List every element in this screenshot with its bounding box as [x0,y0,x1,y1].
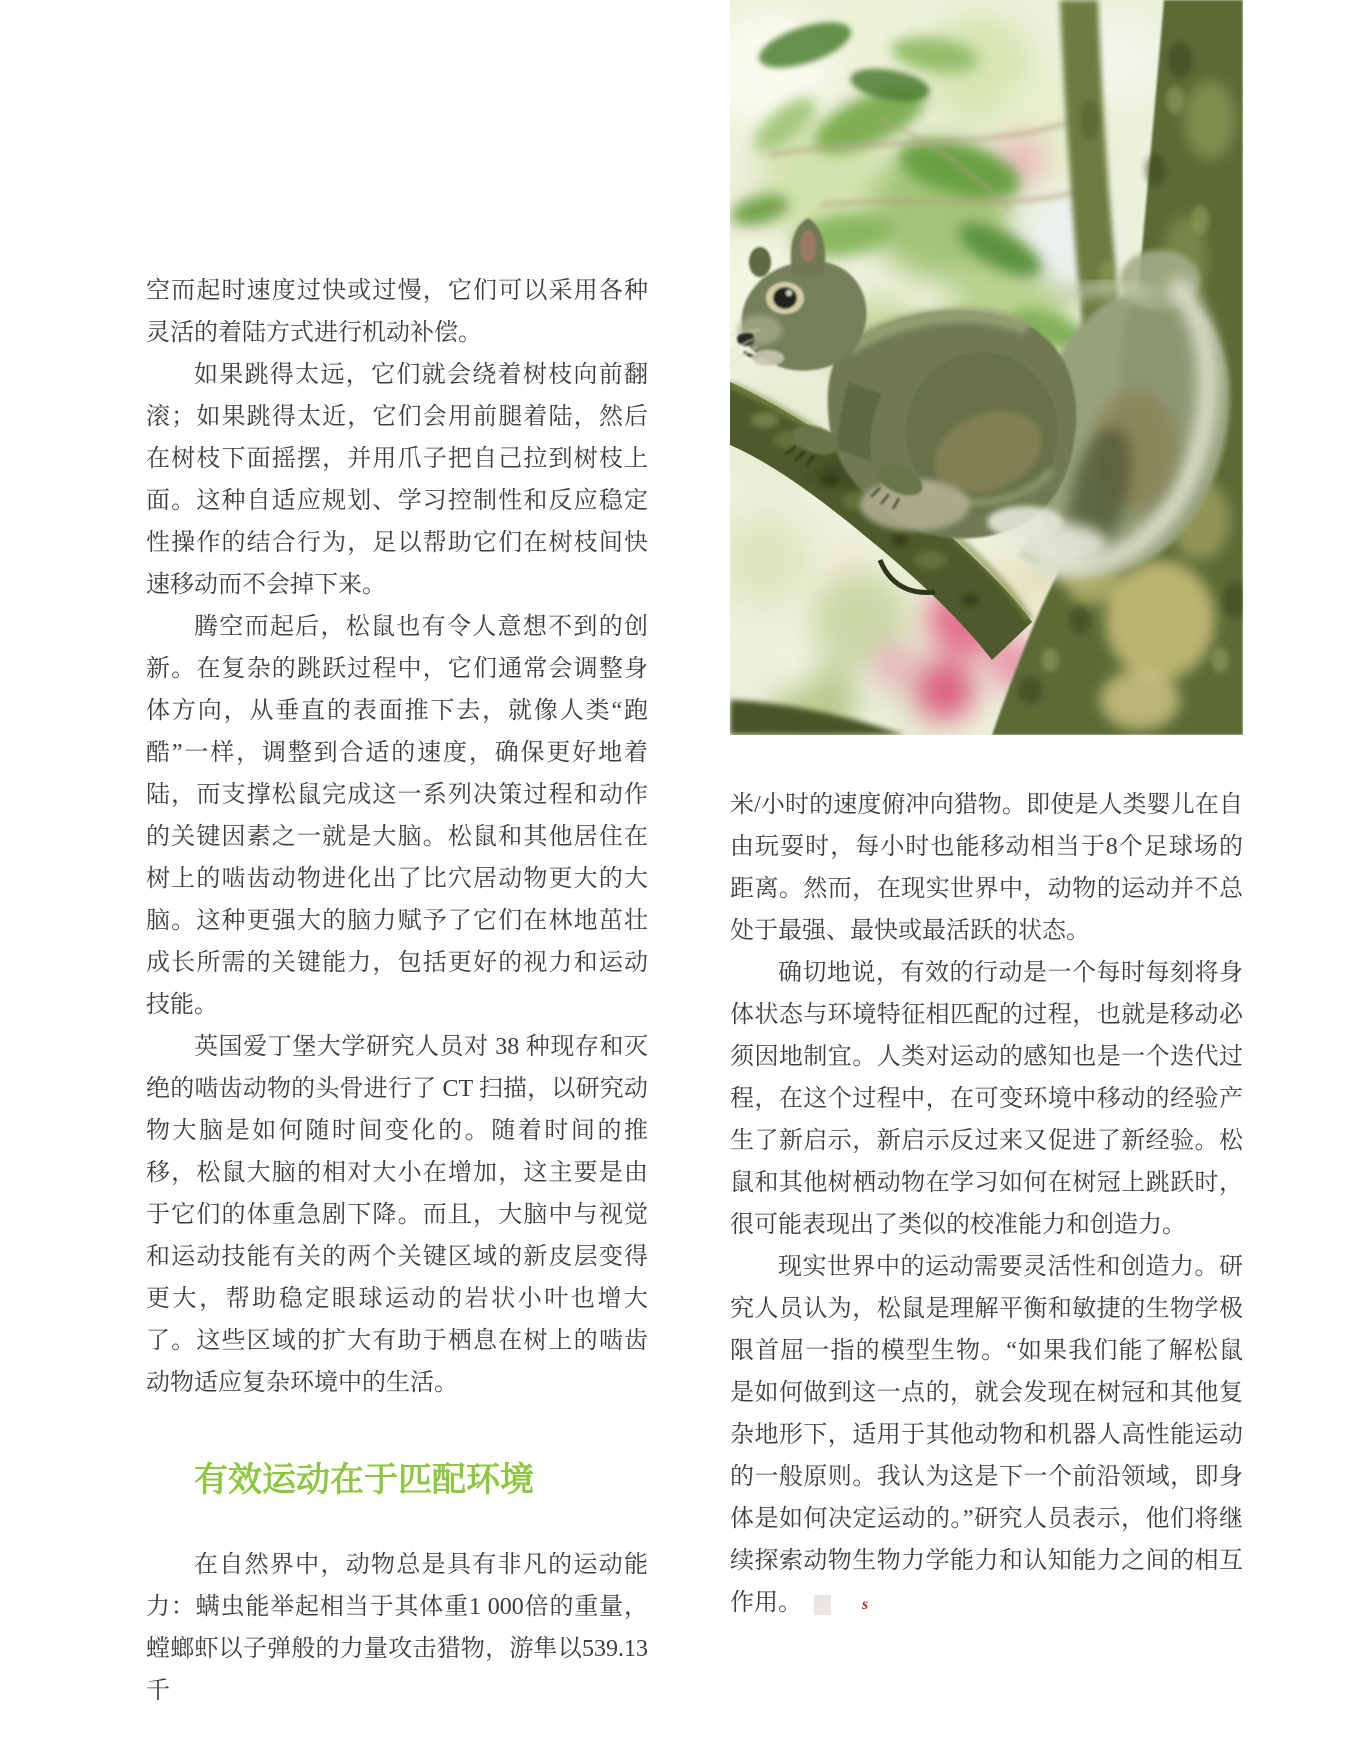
right-text-column [730,784,1243,1624]
squirrel-photo-image [730,0,1243,735]
squirrel-ear-inner [800,230,816,262]
paragraph: 确切地说，有效的行动是一个每时每刻将身体状态与环境特征相匹配的过程，也就是移动必须因地制宜。人类对运动的感知也是一个迭代过程，在这个过程中，在可变环境中移动的经验产生了新启示，新启示反过来又促进了新经验。松鼠和其他树栖动物在学习如何在树冠上跳跃时，很可能表现出了类似的校准能力和创造力。 [730,960,1243,1238]
squirrel-chin [752,350,784,366]
squirrel-photo [730,0,1243,735]
squirrel-eye [773,287,797,309]
paragraph: 腾空而起后，松鼠也有令人意想不到的创新。在复杂的跳跃过程中，它们通常会调整身体方向，从垂直的表面推下去，就像人类“跑酷”一样，调整到合适的速度，确保更好地着陆，而支撑松鼠完成这一系列决策过程和动作的关键因素之一就是大脑。松鼠和其他居住在树上的啮齿动物进化出了比穴居动物更大的大脑。这种更强大的脑力赋予了它们在林地茁壮成长所需的关键能力，包括更好的视力和运动技能。 [146,614,648,1018]
paragraph [730,1246,1243,1624]
paragraph: 英国爱丁堡大学研究人员对 38 种现存和灭绝的啮齿动物的头骨进行了 CT 扫描，以研究动物大脑是如何随时间变化的。随着时间的推移，松鼠大脑的相对大小在增加，这主要是由于它们的体重急剧下降。而且，大脑中与视觉和运动技能有关的两个关键区域的新皮层变得更大，帮助稳定眼球运动的岩状小叶也增大了。这些区域的扩大有助于栖息在树上的啮齿动物适应复杂环境中的生活。 [146,1034,648,1396]
paragraph: 米/小时的速度俯冲向猎物。即使是人类婴儿在自由玩耍时，每小时也能移动相当于8个足球场的距离。然而，在现实世界中，动物的运动并不总处于最强、最快或最活跃的状态。 [730,792,1243,944]
squirrel-far-ear [749,247,771,277]
paragraph: 空而起时速度过快或过慢，它们可以采用各种灵活的着陆方式进行机动补偿。 [146,278,648,346]
squirrel-eye-glint [786,290,792,296]
left-text-column [146,270,648,1712]
end-of-article-mark: s [814,1595,831,1615]
section-heading: 有效运动在于匹配环境 [194,1461,534,1499]
paragraph: 如果跳得太远，它们就会绕着树枝向前翻滚；如果跳得太近，它们会用前腿着陆，然后在树枝下面摇摆，并用爪子把自己拉到树枝上面。这种自适应规划、学习控制性和反应稳定性操作的结合行为，足以帮助它们在树枝间快速移动而不会掉下来。 [146,362,648,598]
squirrel-white-fringe [987,506,1063,538]
paragraph-text: 现实世界中的运动需要灵活性和创造力。研究人员认为，松鼠是理解平衡和敏捷的生物学极限首屈一指的模型生物。“如果我们能了解松鼠是如何做到这一点的，就会发现在树冠和其他复杂地形下，适用于其他动物和机器人高性能运动的一般原则。我认为这是下一个前沿领域，即身体是如何决定运动的。”研究人员表示，他们将继续探索动物生物力学能力和认知能力之间的相互作用。 [730,1254,1243,1616]
paragraph: 在自然界中，动物总是具有非凡的运动能力：螨虫能举起相当于其体重1 000倍的重量，螳螂虾以子弹般的力量攻击猎物，游隼以539.13千 [146,1552,648,1704]
